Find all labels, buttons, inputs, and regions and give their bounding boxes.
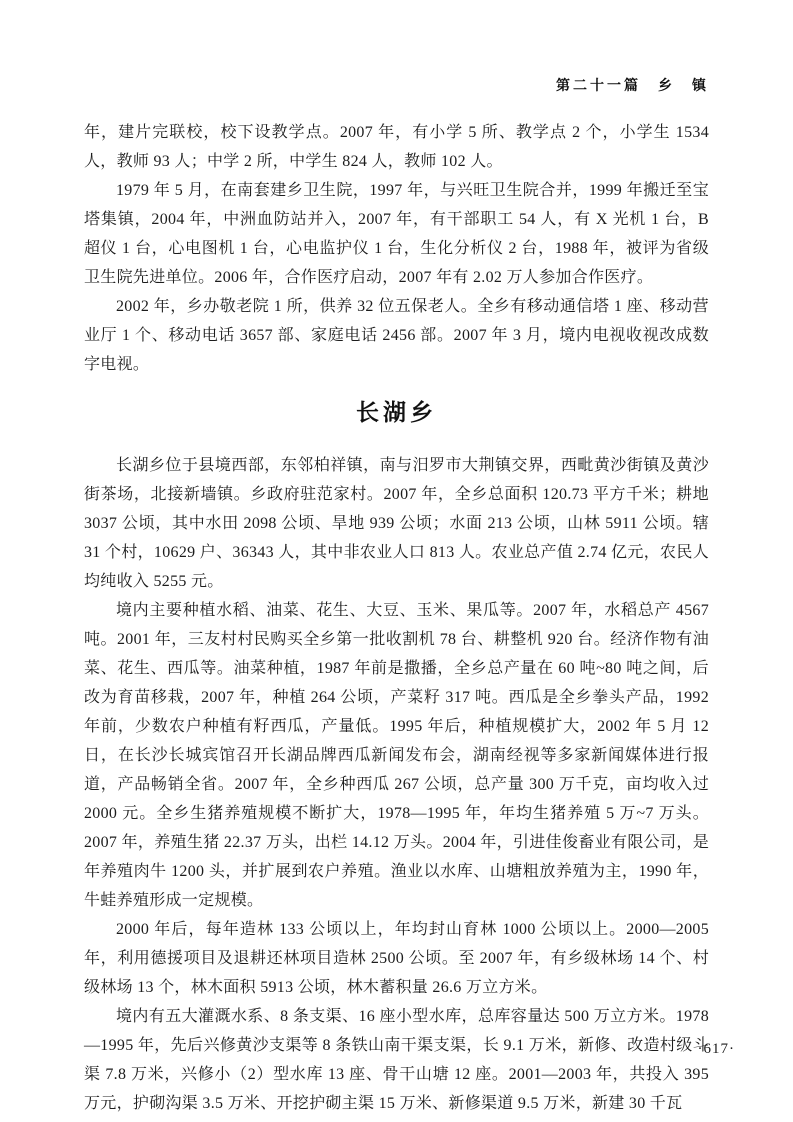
page-body bbox=[84, 118, 709, 1118]
paragraph-continuation: 年，建片完联校，校下设教学点。2007 年，有小学 5 所、教学点 2 个，小学生 1534 人，教师 93 人；中学 2 所，中学生 824 人，教师 102 人。 bbox=[84, 124, 709, 170]
paragraph: 境内主要种植水稻、油菜、花生、大豆、玉米、果瓜等。2007 年，水稻总产 4567 吨。2001 年，三友村村民购买全乡第一批收割机 78 台、耕整机 920 台。经济作物有油菜、花生、西瓜等。油菜种植，1987 年前是撒播，全乡总产量在 60 吨~80 吨之间，后改为育苗移栽，2007 年，种植 264 公顷，产菜籽 317 吨。西瓜是全乡拳头产品，1992 年前，少数农户种植有籽西瓜，产量低。1995 年后，种植规模扩大，2002 年 5 月 12 日，在长沙长城宾馆召开长湖品牌西瓜新闻发布会，湖南经视等多家新闻媒体进行报道，产品畅销全省。2007 年，全乡种西瓜 267 公顷，总产量 300 万千克，亩均收入过 2000 元。全乡生猪养殖规模不断扩大，1978—1995 年，年均生猪养殖 5 万~7 万头。2007 年，养殖生猪 22.37 万头，出栏 14.12 万头。2004 年，引进佳俊畜业有限公司，是年养殖肉牛 1200 头，并扩展到农户养殖。渔业以水库、山塘粗放养殖为主，1990 年，牛蛙养殖形成一定规模。 bbox=[84, 602, 709, 909]
paragraph: 长湖乡位于县境西部，东邻柏祥镇，南与汨罗市大荆镇交界，西毗黄沙街镇及黄沙街茶场，北接新墙镇。乡政府驻范家村。2007 年，全乡总面积 120.73 平方千米；耕地 3037 公顷，其中水田 2098 公顷、旱地 939 公顷；水面 213 公顷，山林 5911 公顷。辖 31 个村，10629 户、36343 人，其中非农业人口 813 人。农业总产值 2.74 亿元，农民人均纯收入 5255 元。 bbox=[84, 457, 709, 590]
section-title: 长湖乡 bbox=[356, 400, 437, 425]
paragraph: 2000 年后，每年造林 133 公顷以上，年均封山育林 1000 公顷以上。2000—2005 年，利用德援项目及退耕还林项目造林 2500 公顷。至 2007 年，有乡级林场 14 个、村级林场 13 个，林木面积 5913 公顷，林木蓄积量 26.6 万立方米。 bbox=[84, 921, 709, 996]
paragraph: 2002 年，乡办敬老院 1 所，供养 32 位五保老人。全乡有移动通信塔 1 座、移动营业厅 1 个、移动电话 3657 部、家庭电话 2456 部。2007 年 3 月，境内电视收视改成数字电视。 bbox=[84, 298, 709, 373]
page-number: ·617· bbox=[697, 1041, 735, 1057]
paragraph: 1979 年 5 月，在南套建乡卫生院，1997 年，与兴旺卫生院合并，1999 年搬迁至宝塔集镇，2004 年，中洲血防站并入，2007 年，有干部职工 54 人，有 X 光机 1 台，B 超仪 1 台，心电图机 1 台，心电监护仪 1 台，生化分析仪 2 台，1988 年，被评为省级卫生院先进单位。2006 年，合作医疗启动，2007 年有 2.02 万人参加合作医疗。 bbox=[84, 182, 709, 286]
paragraph: 境内有五大灌溉水系、8 条支渠、16 座小型水库，总库容量达 500 万立方米。1978—1995 年，先后兴修黄沙支渠等 8 条铁山南干渠支渠，长 9.1 万米，新修、改造村级斗渠 7.8 万米，兴修小（2）型水库 13 座、骨干山塘 12 座。2001—2003 年，共投入 395 万元，护砌沟渠 3.5 万米、开挖护砌主渠 15 万米、新修渠道 9.5 万米，新建 30 千瓦 bbox=[84, 1008, 709, 1112]
running-header-text: 第二十一篇 乡 镇 bbox=[556, 77, 709, 93]
running-header bbox=[84, 76, 709, 94]
